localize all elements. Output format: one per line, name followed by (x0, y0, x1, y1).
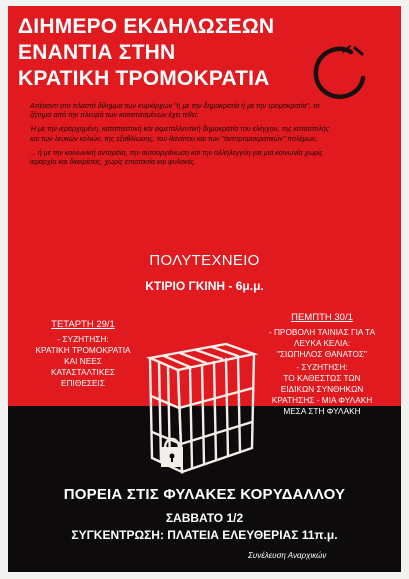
venue-name: ΠΟΛΥΤΕΧΝΕΙΟ (149, 252, 260, 269)
event-line: ΚΡΑΤΙΚΗ ΤΡΟΜΟΚΡΑΤΙΑ (35, 345, 131, 355)
poster (8, 6, 401, 572)
event-line: ΚΑΤΑΣΤΑΛΤΙΚΕΣ (50, 367, 116, 377)
event-line: ΕΙΔΙΚΩΝ ΣΥΝΘΗΚΩΝ (280, 384, 364, 394)
march-date: ΣΑΒΒΑΤΟ 1/2 (165, 511, 244, 525)
intro-paragraph: ... ή με την κοινωνική ανταρσία, την αυτοοργάνωση και την αλληλεγγύη για μια κοινωνία χωρίς ιεραρχία και διακρίσεις, χωρίς επιστασία και φυλακές. (30, 148, 323, 167)
title-line: ΚΡΑΤΙΚΗ ΤΡΟΜΟΚΡΑΤΙΑ (18, 67, 270, 90)
event-label: - ΣΥΖΗΤΗΣΗ: (296, 362, 348, 372)
event-label: - ΣΥΖΗΤΗΣΗ: (57, 334, 109, 344)
event-line: - ΠΡΟΒΟΛΗ ΤΑΙΝΙΑΣ ΓΙΑ ΤΑ (268, 327, 376, 337)
march-meeting-point: ΣΥΓΚΕΝΤΡΩΣΗ: ΠΛΑΤΕΙΑ ΕΛΕΥΘΕΡΙΑΣ 11π.μ. (71, 528, 338, 542)
event-line: ΛΕΥΚΑ ΚΕΛΙΑ: (293, 338, 351, 348)
poster-title (18, 14, 318, 92)
event-day-2 (243, 312, 401, 417)
signature: Συνέλευση Αναρχικών (248, 551, 327, 560)
march-title: ΠΟΡΕΙΑ ΣΤΙΣ ΦΥΛΑΚΕΣ ΚΟΡΥΔΑΛΛΟΥ (63, 486, 346, 503)
event-line: ΜΕΣΑ ΣΤΗ ΦΥΛΑΚΗ (283, 406, 361, 416)
event-line: ΤΟ ΚΑΘΕΣΤΩΣ ΤΩΝ (283, 373, 361, 383)
circle-a-icon (308, 42, 370, 104)
prison-cage-icon (128, 336, 262, 486)
title-line: ΔΙΗΜΕΡΟ ΕΚΔΗΛΩΣΕΩΝ (18, 15, 275, 38)
event-line: ΕΠΙΘΕΣΕΙΣ (61, 378, 105, 388)
event-line: ΚΡΑΤΗΣΗΣ - ΜΙΑ ΦΥΛΑΚΗ (271, 395, 373, 405)
event-date: ΠΕΜΠΤΗ 30/1 (291, 312, 353, 323)
event-line: "ΣΙΩΠΗΛΟΣ ΘΑΝΑΤΟΣ" (276, 349, 367, 359)
intro-paragraph: Ή με την ιεραρχημένη, καταπιεστική και εκμεταλλευτική δημοκρατία του ελέγχου, της καταστολής και των λευκών κελιών, της εξαθλίωσης, του θανάτου και των "αντιτρομοκρατικών" πολέμων, (30, 125, 330, 143)
intro-paragraph: Απέναντι στο πλαστό δίλημμα των κυριάρχων "ή με την δημοκρατία ή με την τρομοκρατία", το ζήτημα από την πλευρά των καταπιεσμένων έχει τεθεί: (30, 102, 320, 120)
event-line: ΚΑΙ ΝΕΕΣ (64, 356, 102, 366)
title-line: ΕΝΑΝΤΙΑ ΣΤΗΝ (18, 41, 176, 64)
intro-text (30, 102, 340, 172)
venue-place: ΚΤΙΡΙΟ ΓΚΙΝΗ - 6μ.μ. (145, 279, 264, 293)
event-date: ΤΕΤΑΡΤΗ 29/1 (51, 319, 115, 330)
